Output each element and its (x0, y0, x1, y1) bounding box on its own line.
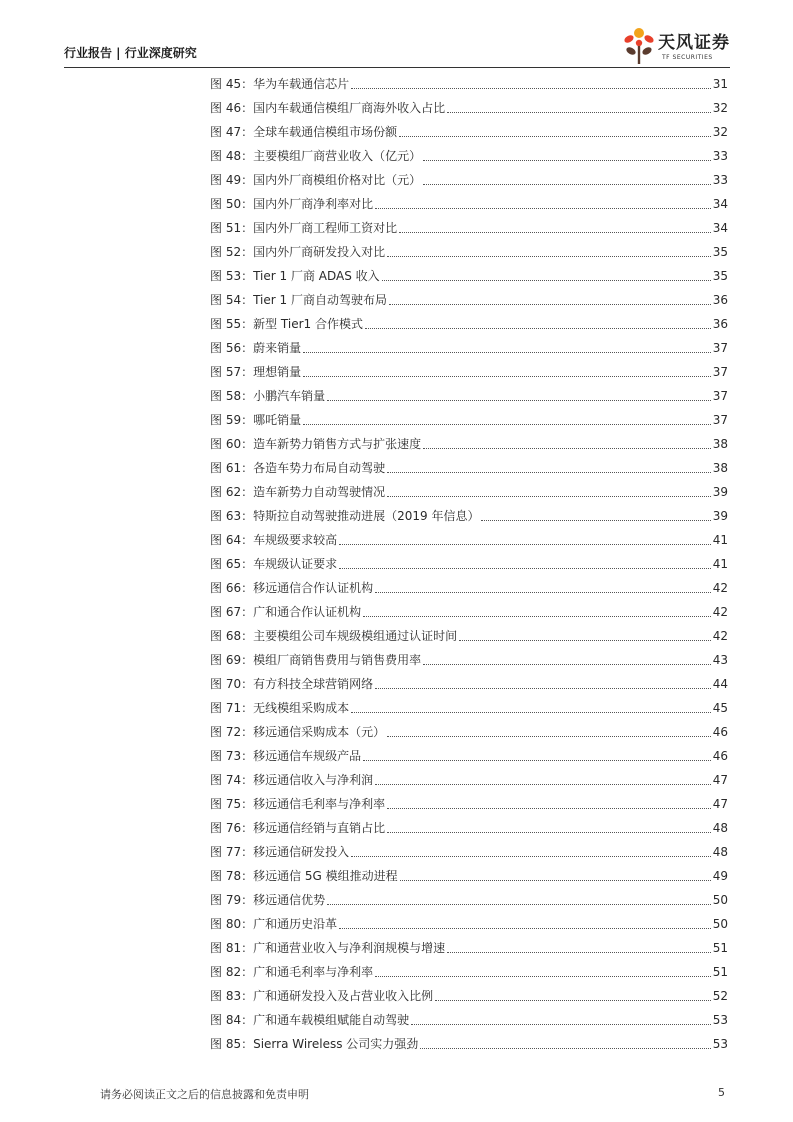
toc-leader-dots (375, 688, 711, 689)
toc-leader-dots (400, 880, 711, 881)
toc-entry[interactable] (210, 432, 728, 456)
toc-entry-label[interactable]: 图 85：Sierra Wireless 公司实力强劲 (210, 1037, 419, 1051)
toc-leader-dots (387, 496, 711, 497)
toc-entry-label[interactable]: 图 79：移远通信优势 (210, 893, 326, 907)
toc-entry[interactable] (210, 504, 728, 528)
toc-entry-page: 39 (712, 485, 728, 499)
toc-leader-dots (399, 232, 711, 233)
toc-leader-dots (375, 784, 711, 785)
toc-entry-label[interactable]: 图 55：新型 Tier1 合作模式 (210, 317, 363, 331)
toc-entry[interactable] (210, 120, 728, 144)
toc-leader-dots (375, 976, 711, 977)
toc-entry[interactable] (210, 792, 728, 816)
toc-entry[interactable] (210, 264, 728, 288)
toc-entry[interactable] (210, 552, 728, 576)
toc-entry[interactable] (210, 648, 728, 672)
toc-entry-label[interactable]: 图 69：模组厂商销售费用与销售费用率 (210, 653, 422, 667)
toc-entry-label[interactable]: 图 61：各造车势力布局自动驾驶 (210, 461, 386, 475)
toc-leader-dots (459, 640, 711, 641)
toc-entry-page: 51 (712, 941, 728, 955)
toc-leader-dots (339, 568, 711, 569)
toc-entry-label[interactable]: 图 74：移远通信收入与净利润 (210, 773, 374, 787)
toc-entry-page: 47 (712, 773, 728, 787)
toc-entry[interactable] (210, 192, 728, 216)
toc-entry[interactable] (210, 936, 728, 960)
toc-leader-dots (387, 256, 711, 257)
toc-entry-label[interactable]: 图 83：广和通研发投入及占营业收入比例 (210, 989, 434, 1003)
figure-list (210, 72, 728, 1056)
toc-entry[interactable] (210, 816, 728, 840)
toc-entry-page: 50 (712, 893, 728, 907)
toc-entry-page: 34 (712, 221, 728, 235)
header-divider (64, 67, 730, 68)
toc-leader-dots (375, 592, 711, 593)
toc-entry[interactable] (210, 720, 728, 744)
toc-leader-dots (363, 616, 711, 617)
toc-entry-page: 37 (712, 413, 728, 427)
toc-entry-page: 39 (712, 509, 728, 523)
toc-entry-label[interactable]: 图 62：造车新势力自动驾驶情况 (210, 485, 386, 499)
toc-leader-dots (435, 1000, 711, 1001)
toc-leader-dots (481, 520, 710, 521)
toc-entry[interactable] (210, 240, 728, 264)
toc-leader-dots (423, 664, 711, 665)
footer-disclaimer: 请务必阅读正文之后的信息披露和免责申明 (100, 1088, 309, 1101)
toc-entry-label[interactable]: 图 65：车规级认证要求 (210, 557, 338, 571)
toc-entry-label[interactable]: 图 80：广和通历史沿革 (210, 917, 338, 931)
toc-entry[interactable] (210, 456, 728, 480)
toc-entry[interactable] (210, 624, 728, 648)
toc-entry-page: 37 (712, 365, 728, 379)
toc-entry-label[interactable]: 图 47：全球车载通信模组市场份额 (210, 125, 398, 139)
toc-entry-label[interactable]: 图 46：国内车载通信模组厂商海外收入占比 (210, 101, 446, 115)
toc-entry-label[interactable]: 图 58：小鹏汽车销量 (210, 389, 326, 403)
toc-entry-page: 49 (712, 869, 728, 883)
toc-leader-dots (420, 1048, 710, 1049)
toc-entry-page: 32 (712, 125, 728, 139)
toc-leader-dots (447, 952, 711, 953)
toc-entry-label[interactable]: 图 51：国内外厂商工程师工资对比 (210, 221, 398, 235)
toc-entry-page: 37 (712, 389, 728, 403)
toc-entry-label[interactable]: 图 54：Tier 1 厂商自动驾驶布局 (210, 293, 387, 307)
toc-entry[interactable] (210, 144, 728, 168)
toc-entry[interactable] (210, 216, 728, 240)
toc-leader-dots (303, 352, 711, 353)
toc-entry[interactable] (210, 312, 728, 336)
toc-entry[interactable] (210, 888, 728, 912)
toc-entry[interactable] (210, 768, 728, 792)
toc-entry-page: 36 (712, 317, 728, 331)
toc-leader-dots (351, 712, 711, 713)
toc-entry-page: 52 (712, 989, 728, 1003)
toc-entry[interactable] (210, 744, 728, 768)
toc-entry-label[interactable]: 图 49：国内外厂商模组价格对比（元） (210, 173, 422, 187)
toc-entry[interactable] (210, 384, 728, 408)
toc-entry-label[interactable]: 图 56：蔚来销量 (210, 341, 302, 355)
logo-english: TF SECURITIES (662, 54, 713, 61)
toc-leader-dots (389, 304, 711, 305)
toc-entry-page: 41 (712, 533, 728, 547)
toc-entry-label[interactable]: 图 48：主要模组厂商营业收入（亿元） (210, 149, 422, 163)
toc-entry[interactable] (210, 600, 728, 624)
page-number: 5 (718, 1086, 725, 1099)
toc-entry-label[interactable]: 图 77：移远通信研发投入 (210, 845, 350, 859)
toc-entry-label[interactable]: 图 70：有方科技全球营销网络 (210, 677, 374, 691)
toc-leader-dots (363, 760, 711, 761)
toc-entry-page: 32 (712, 101, 728, 115)
toc-entry[interactable] (210, 360, 728, 384)
toc-entry-page: 45 (712, 701, 728, 715)
toc-leader-dots (303, 424, 711, 425)
toc-entry-label[interactable]: 图 71：无线模组采购成本 (210, 701, 350, 715)
toc-leader-dots (365, 328, 711, 329)
toc-entry[interactable] (210, 840, 728, 864)
toc-leader-dots (423, 448, 711, 449)
toc-entry-label[interactable]: 图 57：理想销量 (210, 365, 302, 379)
toc-leader-dots (387, 808, 711, 809)
toc-entry-page: 44 (712, 677, 728, 691)
logo-flower-icon (622, 24, 656, 68)
toc-entry-label[interactable]: 图 67：广和通合作认证机构 (210, 605, 362, 619)
toc-entry-label[interactable]: 图 66：移远通信合作认证机构 (210, 581, 374, 595)
toc-entry-label[interactable]: 图 60：造车新势力销售方式与扩张速度 (210, 437, 422, 451)
toc-entry-label[interactable]: 图 52：国内外厂商研发投入对比 (210, 245, 386, 259)
toc-entry-page: 31 (712, 77, 728, 91)
toc-entry-label[interactable]: 图 76：移远通信经销与直销占比 (210, 821, 386, 835)
toc-leader-dots (327, 904, 711, 905)
toc-entry-page: 36 (712, 293, 728, 307)
toc-entry-label[interactable]: 图 82：广和通毛利率与净利率 (210, 965, 374, 979)
toc-leader-dots (423, 184, 711, 185)
toc-leader-dots (387, 472, 711, 473)
toc-entry-page: 53 (712, 1013, 728, 1027)
toc-entry-page: 53 (712, 1037, 728, 1051)
company-logo (622, 24, 734, 68)
toc-entry-label[interactable]: 图 75：移远通信毛利率与净利率 (210, 797, 386, 811)
toc-entry[interactable] (210, 912, 728, 936)
header-title: 行业报告 | 行业深度研究 (64, 46, 197, 60)
toc-entry-page: 42 (712, 581, 728, 595)
toc-entry-label[interactable]: 图 78：移远通信 5G 模组推动进程 (210, 869, 398, 883)
toc-entry[interactable] (210, 96, 728, 120)
toc-entry-label[interactable]: 图 84：广和通车载模组赋能自动驾驶 (210, 1013, 410, 1027)
toc-entry[interactable] (210, 408, 728, 432)
toc-entry[interactable] (210, 672, 728, 696)
toc-entry-page: 48 (712, 821, 728, 835)
toc-leader-dots (447, 112, 711, 113)
toc-entry-page: 38 (712, 461, 728, 475)
toc-entry[interactable] (210, 480, 728, 504)
toc-entry-label[interactable]: 图 59：哪吒销量 (210, 413, 302, 427)
toc-leader-dots (387, 832, 711, 833)
toc-entry[interactable] (210, 72, 728, 96)
toc-entry-page: 41 (712, 557, 728, 571)
toc-entry-page: 33 (712, 149, 728, 163)
toc-entry[interactable] (210, 528, 728, 552)
toc-leader-dots (327, 400, 711, 401)
toc-entry-page: 46 (712, 725, 728, 739)
toc-leader-dots (339, 928, 711, 929)
toc-entry[interactable] (210, 168, 728, 192)
toc-entry-label[interactable]: 图 50：国内外厂商净利率对比 (210, 197, 374, 211)
toc-entry-label[interactable]: 图 72：移远通信采购成本（元） (210, 725, 386, 739)
toc-leader-dots (351, 88, 711, 89)
toc-entry-page: 37 (712, 341, 728, 355)
toc-leader-dots (375, 208, 711, 209)
toc-entry[interactable] (210, 984, 728, 1008)
toc-leader-dots (387, 736, 711, 737)
toc-entry-page: 35 (712, 269, 728, 283)
toc-entry[interactable] (210, 1008, 728, 1032)
toc-entry-page: 50 (712, 917, 728, 931)
toc-entry-page: 38 (712, 437, 728, 451)
toc-entry-page: 47 (712, 797, 728, 811)
toc-entry[interactable] (210, 288, 728, 312)
toc-entry-label[interactable]: 图 63：特斯拉自动驾驶推动进展（2019 年信息） (210, 509, 480, 523)
toc-entry[interactable] (210, 696, 728, 720)
toc-entry-label[interactable]: 图 73：移远通信车规级产品 (210, 749, 362, 763)
toc-leader-dots (423, 160, 711, 161)
toc-entry-page: 43 (712, 653, 728, 667)
logo-name: 天风证券 (658, 33, 730, 53)
toc-entry-label[interactable]: 图 53：Tier 1 厂商 ADAS 收入 (210, 269, 380, 283)
toc-leader-dots (399, 136, 711, 137)
toc-entry-page: 42 (712, 605, 728, 619)
toc-entry-page: 34 (712, 197, 728, 211)
toc-entry-page: 35 (712, 245, 728, 259)
toc-entry-page: 51 (712, 965, 728, 979)
toc-entry-page: 46 (712, 749, 728, 763)
toc-leader-dots (303, 376, 711, 377)
toc-entry-label[interactable]: 图 68：主要模组公司车规级模组通过认证时间 (210, 629, 458, 643)
toc-entry[interactable] (210, 864, 728, 888)
toc-entry[interactable] (210, 336, 728, 360)
toc-leader-dots (339, 544, 711, 545)
toc-leader-dots (351, 856, 711, 857)
toc-entry-page: 33 (712, 173, 728, 187)
toc-entry-page: 48 (712, 845, 728, 859)
toc-entry[interactable] (210, 1032, 728, 1056)
toc-entry-label[interactable]: 图 81：广和通营业收入与净利润规模与增速 (210, 941, 446, 955)
toc-entry[interactable] (210, 960, 728, 984)
toc-entry-label[interactable]: 图 64：车规级要求较高 (210, 533, 338, 547)
toc-entry-page: 42 (712, 629, 728, 643)
toc-entry-label[interactable]: 图 45：华为车载通信芯片 (210, 77, 350, 91)
toc-entry[interactable] (210, 576, 728, 600)
toc-leader-dots (382, 280, 711, 281)
toc-leader-dots (411, 1024, 711, 1025)
